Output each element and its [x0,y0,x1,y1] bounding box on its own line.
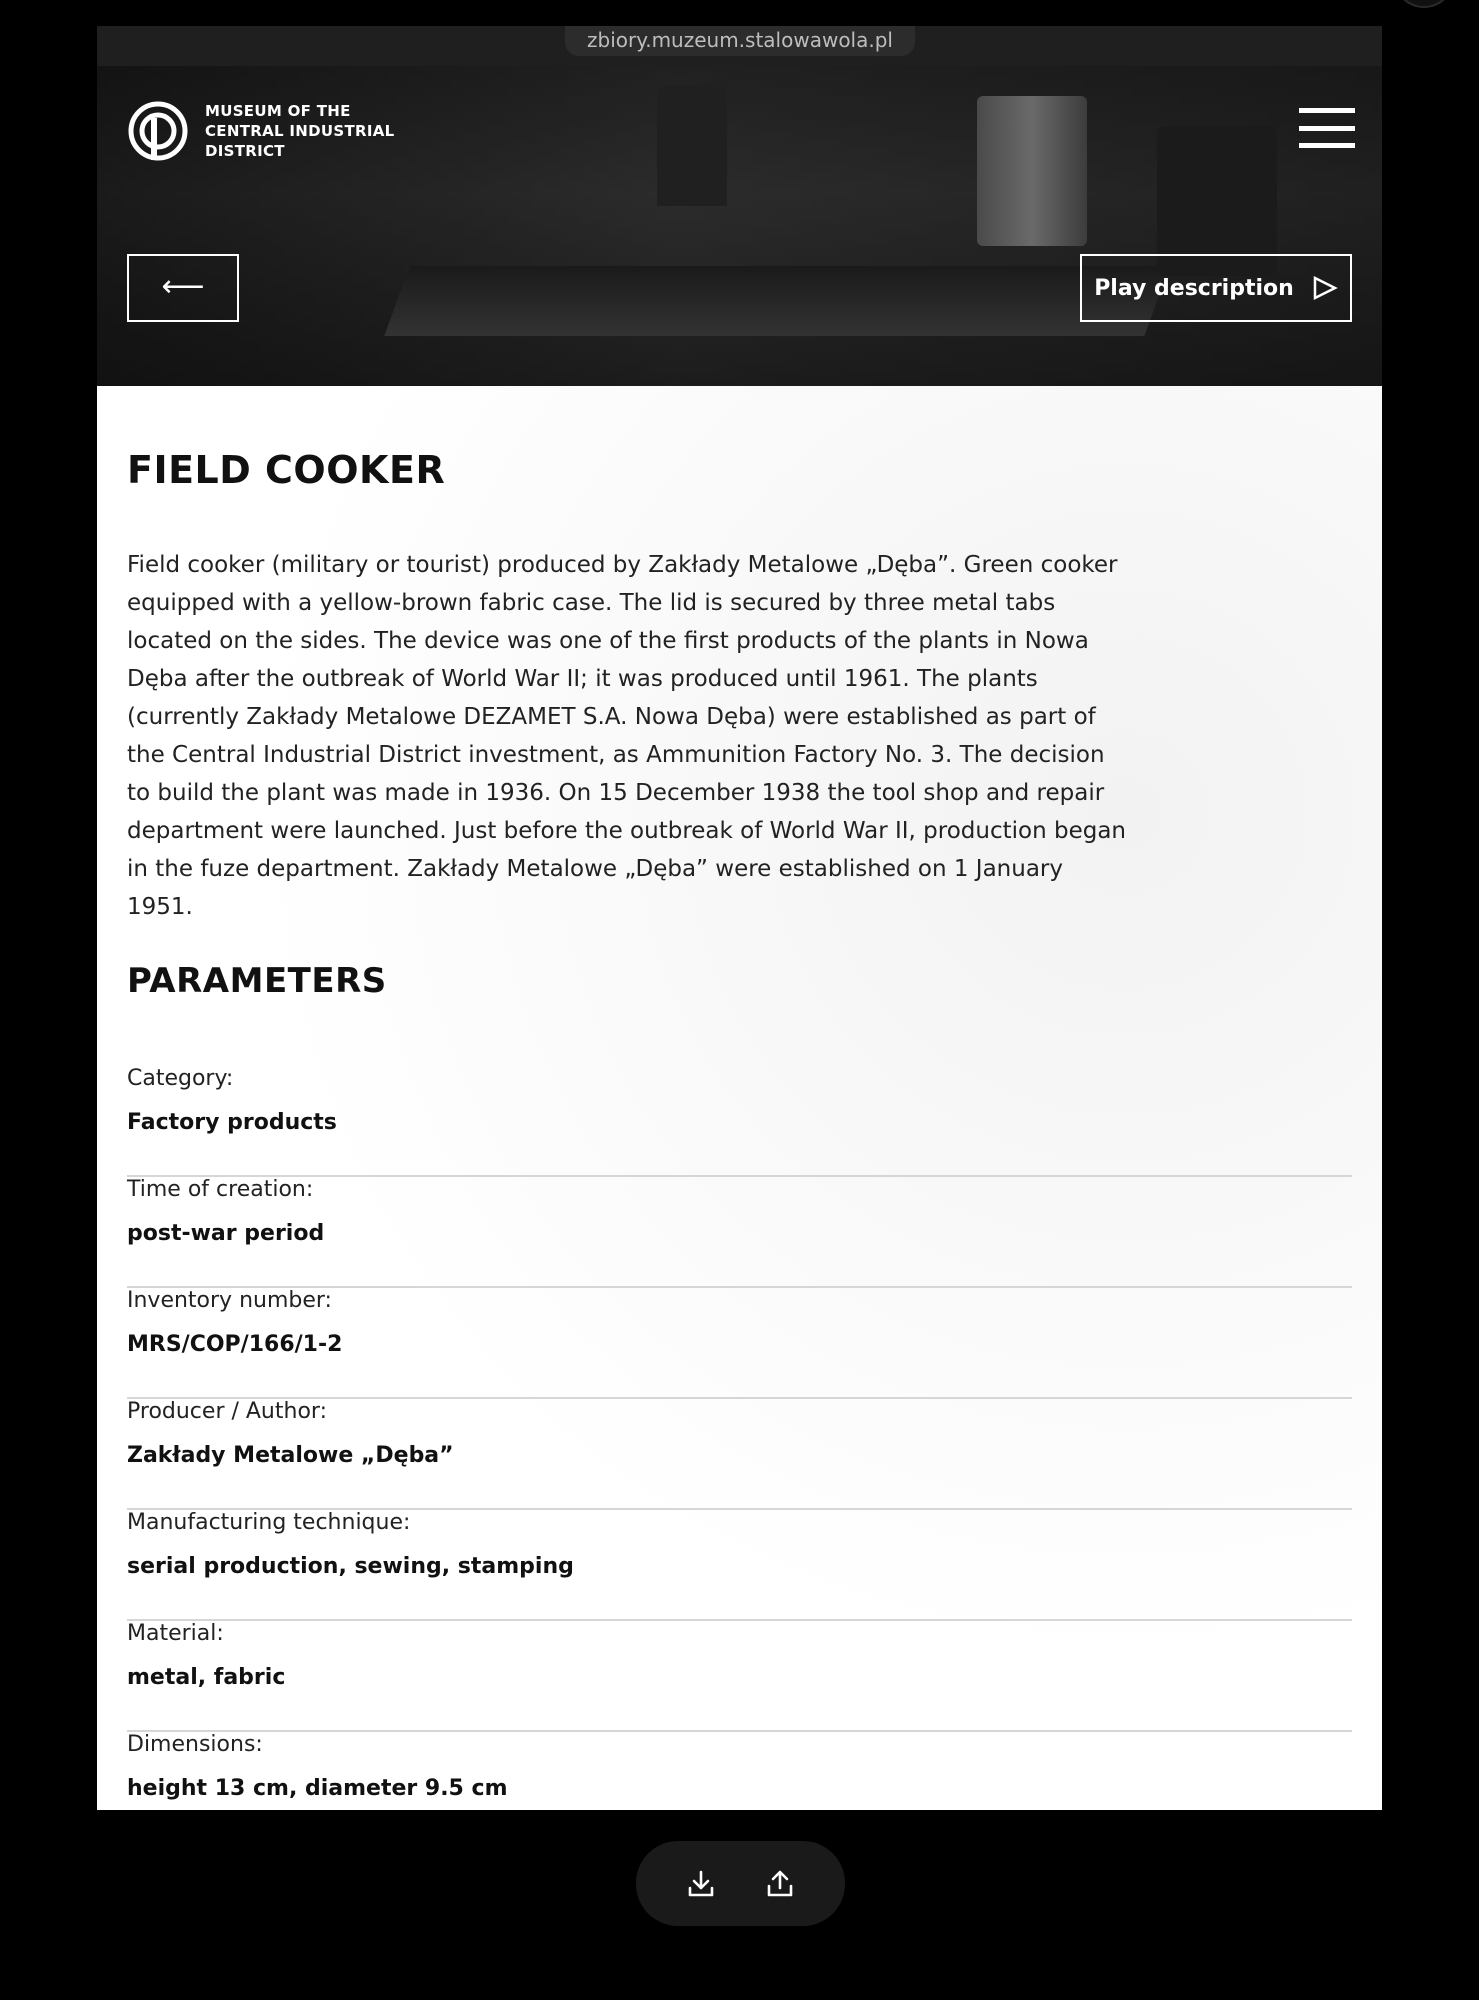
play-description-label: Play description [1094,275,1294,301]
hamburger-menu-icon[interactable] [1299,106,1355,150]
download-button[interactable] [681,1864,721,1904]
parameter-value: post-war period [127,1221,325,1246]
parameter-row [127,1177,1352,1288]
object-description: Field cooker (military or tourist) produced by Zakłady Metalowe „Dęba”. Green cooker equipped with a yellow-brown fabric case. The lid is secured by three metal tabs located on the sides. The device was one of the first products of the plants in Nowa Dęba after the outbreak of World War II; it was produced until 1961. The plants (currently Zakłady Metalowe DEZAMET S.A. Nowa Dęba) were established as part of the Central Industrial District investment, as Ammunition Factory No. 3. The decision to build the plant was made in 1936. On 15 December 1938 the tool shop and repair department were launched. Just before the outbreak of World War II, production began in the fuze department. Zakłady Metalowe „Dęba” were established on 1 January 1951. [127,552,1126,920]
download-icon [685,1868,717,1900]
object-details [127,386,1352,1810]
parameter-label: Manufacturing technique: [127,1510,411,1535]
parameter-label: Material: [127,1621,224,1646]
parameter-label: Category: [127,1066,234,1091]
page-frame [97,26,1382,1810]
play-icon [1312,275,1338,301]
parameter-value: MRS/COP/166/1-2 [127,1332,343,1357]
hero-banner [97,66,1382,386]
museum-logo[interactable] [127,96,395,166]
parameters-list [127,1066,1352,1810]
parameter-row [127,1732,1352,1810]
play-description-button[interactable] [1080,254,1352,322]
parameter-row [127,1510,1352,1621]
parameter-label: Time of creation: [127,1177,314,1202]
parameter-row [127,1066,1352,1177]
parameter-label: Inventory number: [127,1288,332,1313]
bottom-toolbar [636,1841,845,1926]
logo-text: MUSEUM OF THE CENTRAL INDUSTRIAL DISTRICT [205,102,395,160]
parameter-value: Zakłady Metalowe „Dęba” [127,1443,454,1468]
logo-icon [127,96,189,166]
share-icon [764,1868,796,1900]
parameter-label: Dimensions: [127,1732,263,1757]
corner-button[interactable] [1394,0,1454,8]
parameter-value: Factory products [127,1110,337,1135]
address-bar [97,26,1382,66]
parameter-row [127,1288,1352,1399]
parameter-label: Producer / Author: [127,1399,327,1424]
back-button[interactable]: ⟵ [127,254,239,322]
object-title: FIELD COOKER [127,448,446,492]
parameter-row [127,1399,1352,1510]
parameter-value: height 13 cm, diameter 9.5 cm [127,1776,508,1801]
hero-decor [657,86,727,206]
hero-decor [977,96,1087,246]
parameter-value: metal, fabric [127,1665,286,1690]
parameter-value: serial production, sewing, stamping [127,1554,574,1579]
url-text[interactable]: zbiory.muzeum.stalowawola.pl [565,26,915,56]
parameters-heading: PARAMETERS [127,961,387,1001]
share-button[interactable] [760,1864,800,1904]
hero-decor [384,266,1169,336]
parameter-row [127,1621,1352,1732]
